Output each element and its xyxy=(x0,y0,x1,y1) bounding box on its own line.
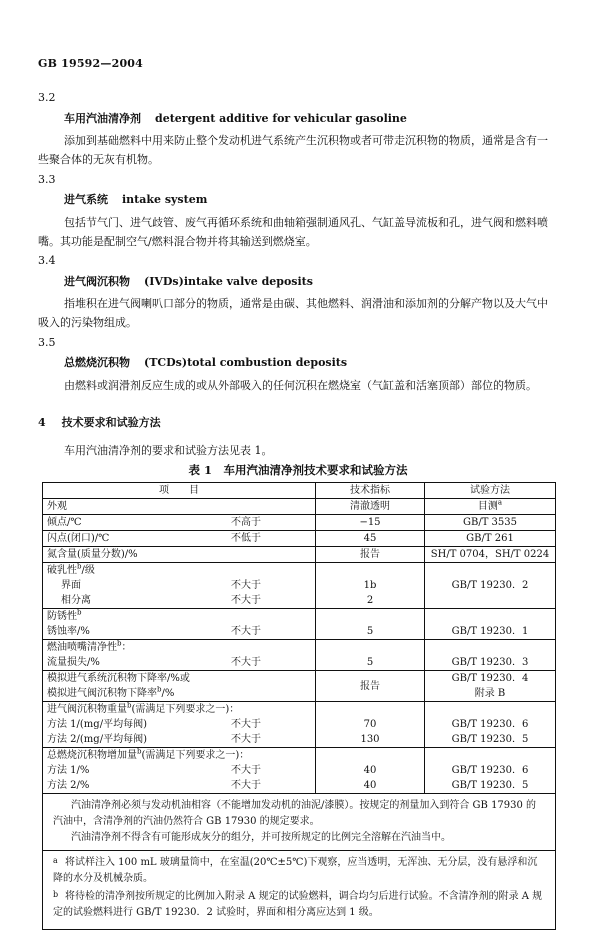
section-3-5 xyxy=(38,335,558,395)
section-number: 3.5 xyxy=(38,335,56,349)
row-item: 燃油喷嘴清净性$^b$： xyxy=(43,640,316,656)
row-spec: 报告 xyxy=(316,547,425,563)
row-spec: 5 xyxy=(316,655,425,671)
row-item: 外观 xyxy=(43,499,316,515)
header-item: 项 目 xyxy=(43,483,316,499)
row-item: 倾点/℃ 不高于 xyxy=(43,515,316,531)
term-english: (TCDs)total combustion deposits xyxy=(144,356,348,369)
row-method: 附录 B xyxy=(425,686,556,702)
table-row xyxy=(43,748,556,764)
row-item: 相分离 不大于 xyxy=(43,593,316,609)
term-chinese: 总燃烧沉积物 xyxy=(64,356,130,369)
row-spec: 130 xyxy=(316,732,425,748)
table-row xyxy=(43,563,556,579)
row-spec: 40 xyxy=(316,763,425,778)
table-row xyxy=(43,531,556,547)
row-method: GB/T 261 xyxy=(425,531,556,547)
table-note: 汽油清净剂必须与发动机油相容（不能增加发动机的油泥/漆膜）。按规定的剂量加入到符合 GB 17930 的汽油中，含清净剂的汽油仍然符合 GB 17930 的规定要求。 xyxy=(53,800,537,827)
row-spec: 5 xyxy=(316,624,425,640)
table-row xyxy=(43,515,556,531)
row-condition: 不大于 xyxy=(231,719,261,730)
row-spec: −15 xyxy=(316,515,425,531)
row-condition: 不大于 xyxy=(231,765,261,776)
table-header-row xyxy=(43,483,556,499)
row-item: 破乳性$^b$/级 xyxy=(43,563,316,579)
row-item: 进气阀沉积物重量$^b$(需满足下列要求之一)： xyxy=(43,702,316,718)
row-spec: 40 xyxy=(316,778,425,793)
row-method: GB/T 19230．1 xyxy=(425,624,556,640)
term-definition: 包括节气门、进气歧管、废气再循环系统和曲轴箱强制通风孔、气缸盖导流板和孔，进气阀和燃料喷嘴。其功能是配制空气/燃料混合物并将其输送到燃烧室。 xyxy=(38,215,548,248)
row-item: 闪点(闭口)/℃ 不低于 xyxy=(43,531,316,547)
row-item: 锈蚀率/% 不大于 xyxy=(43,624,316,640)
row-item: 防锈性$^b$ xyxy=(43,609,316,625)
row-item: 流量损失/% 不大于 xyxy=(43,655,316,671)
table-caption: 表 1 车用汽油清净剂技术要求和试验方法 xyxy=(188,462,408,477)
chapter-intro: 车用汽油清净剂的要求和试验方法见表 1。 xyxy=(64,444,273,458)
row-item: 方法 1/% 不大于 xyxy=(43,763,316,778)
term-english: detergent additive for vehicular gasoline xyxy=(155,111,407,125)
row-spec: 1b xyxy=(316,578,425,593)
table-row xyxy=(43,547,556,563)
term-english: intake system xyxy=(122,193,208,206)
table-row xyxy=(43,671,556,687)
row-condition: 不低于 xyxy=(231,533,261,544)
row-spec: 70 xyxy=(316,717,425,732)
term-definition: 由燃料或润滑剂反应生成的或从外部吸入的任何沉积在燃烧室（气缸盖和活塞顶部）部位的物质。 xyxy=(64,378,537,392)
row-item: 氮含量(质量分数)/% xyxy=(43,547,316,563)
row-spec: 45 xyxy=(316,531,425,547)
chapter-title: 技术要求和试验方法 xyxy=(61,415,161,429)
section-3-2 xyxy=(38,90,558,170)
table-note: 汽油清净剂不得含有可能形成灰分的组分，并可按所规定的比例完全溶解在汽油当中。 xyxy=(71,832,451,843)
table-row xyxy=(43,778,556,793)
term-line xyxy=(64,355,558,372)
row-method: SH/T 0704，SH/T 0224 xyxy=(425,547,556,563)
row-spec: 报告 xyxy=(316,671,425,702)
table-row xyxy=(43,640,556,656)
row-item: 模拟进气系统沉积物下降率/%或 xyxy=(43,671,316,687)
section-number: 3.3 xyxy=(38,172,56,186)
table-row xyxy=(43,624,556,640)
table-row xyxy=(43,763,556,778)
chapter-number: 4 xyxy=(38,415,46,429)
row-method: GB/T 3535 xyxy=(425,515,556,531)
term-chinese: 进气阀沉积物 xyxy=(64,274,130,288)
term-line xyxy=(64,111,558,128)
table-row xyxy=(43,732,556,748)
table-row xyxy=(43,717,556,732)
row-method: GB/T 19230．2 xyxy=(425,563,556,609)
term-definition: 添加到基础燃料中用来防止整个发动机进气系统产生沉积物或者可带走沉积物的物质，通常是含有一些聚合体的无灰有机物。 xyxy=(38,134,548,167)
term-definition: 指堆积在进气阀喇叭口部分的物质，通常是由碳、其他燃料、润滑油和添加剂的分解产物以及大气中吸入的污染物组成。 xyxy=(38,297,548,330)
row-method: GB/T 19230．5 xyxy=(425,732,556,748)
row-method: GB/T 19230．6 xyxy=(425,717,556,732)
table-row xyxy=(43,499,556,515)
term-line xyxy=(64,274,558,291)
row-item: 方法 1/(mg/平均每阀) 不大于 xyxy=(43,717,316,732)
standard-number-header: GB 19592—2004 xyxy=(38,57,144,70)
section-number: 3.4 xyxy=(38,254,56,267)
section-number: 3.2 xyxy=(38,91,56,104)
table-row xyxy=(43,655,556,671)
table-row xyxy=(43,702,556,718)
table-footnotes xyxy=(42,850,556,930)
row-item: 总燃烧沉积物增加量$^b$(需满足下列要求之一)： xyxy=(43,748,316,764)
row-item: 方法 2/% 不大于 xyxy=(43,778,316,793)
row-condition: 不大于 xyxy=(231,657,261,668)
header-spec: 技术指标 xyxy=(316,483,425,499)
document-body xyxy=(38,88,558,930)
spec-table xyxy=(42,482,556,793)
row-method: GB/T 19230．5 xyxy=(425,778,556,793)
term-chinese: 车用汽油清净剂 xyxy=(64,111,141,125)
row-item: 模拟进气阀沉积物下降率$^b$/% xyxy=(43,686,316,702)
row-condition: 不大于 xyxy=(231,580,261,591)
row-item: 方法 2/(mg/平均每阀) 不大于 xyxy=(43,732,316,748)
term-english: (IVDs)intake valve deposits xyxy=(144,274,313,288)
term-chinese: 进气系统 xyxy=(64,193,108,206)
footnote-a: a 将试样注入 100 mL 玻璃量筒中，在室温(20℃±5℃)下观察，应当透明，无浑浊、无分层，没有悬浮和沉降的水分及机械杂质。 xyxy=(53,856,538,884)
row-condition: 不大于 xyxy=(231,626,261,637)
header-method: 试验方法 xyxy=(425,483,556,499)
footnote-mark: b xyxy=(53,890,59,899)
row-condition: 不大于 xyxy=(231,734,261,745)
row-condition: 不大于 xyxy=(231,780,261,791)
row-method: 目测$^a$ xyxy=(425,499,556,515)
section-3-4 xyxy=(38,253,558,333)
row-method: GB/T 19230．6 xyxy=(425,763,556,778)
term-line xyxy=(64,192,558,209)
row-spec: 2 xyxy=(316,593,425,609)
row-method: GB/T 19230．3 xyxy=(425,655,556,671)
row-method: GB/T 19230．4 xyxy=(425,671,556,687)
row-condition: 不大于 xyxy=(231,595,261,606)
row-spec: 清澈透明 xyxy=(316,499,425,515)
table-notes xyxy=(42,793,556,850)
table-row xyxy=(43,609,556,625)
table-row xyxy=(43,686,556,702)
chapter-heading xyxy=(38,415,558,432)
footnote-mark: a xyxy=(497,498,503,507)
row-condition: 不高于 xyxy=(231,517,261,528)
footnote-b: b 将待检的清净剂按所规定的比例加入附录 A 规定的试验燃料，调合均匀后进行试验。不含清净剂的附录 A 规定的试验燃料进行 GB/T 19230．2 试验时，界面和相分离应达到 1 级。 xyxy=(53,890,543,918)
row-item: 界面 不大于 xyxy=(43,578,316,593)
section-3-3 xyxy=(38,172,558,252)
footnote-mark: a xyxy=(53,856,58,865)
